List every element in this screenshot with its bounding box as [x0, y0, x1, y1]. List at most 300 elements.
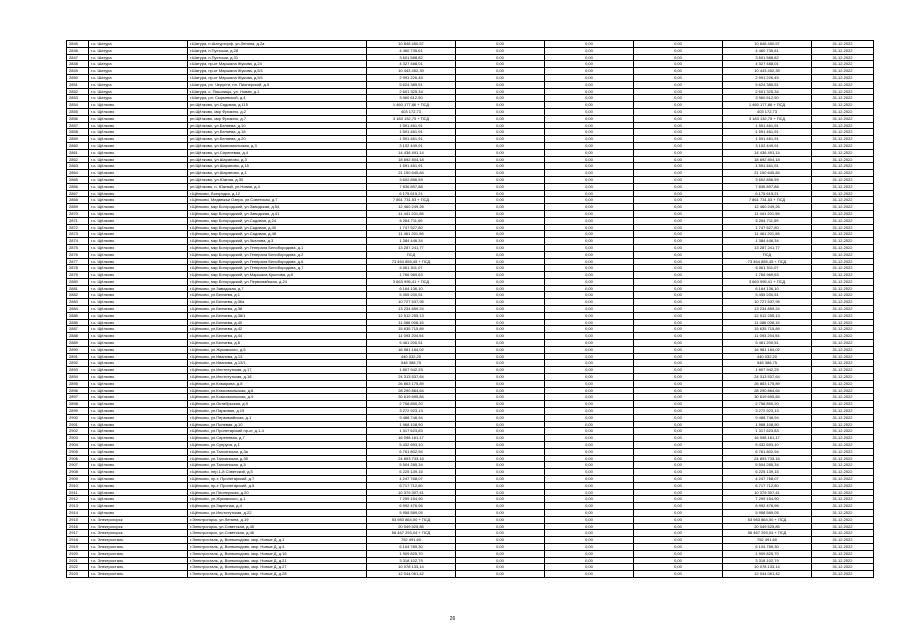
cost-cell-3: 0,00: [545, 54, 634, 61]
total-cell: 5 958 589,05: [723, 509, 812, 516]
table-row: [67, 197, 874, 204]
municipality-cell: г.о. Электрогорск: [89, 516, 188, 523]
municipality-cell: г.о. Электрогорск: [89, 530, 188, 537]
cost-cell-2: 0,00: [456, 122, 545, 129]
table-row: [67, 550, 874, 557]
table-row: [67, 238, 874, 245]
cost-cell-4: 0,00: [634, 374, 723, 381]
row-number-cell: 2868: [67, 197, 89, 204]
row-number-cell: 2887: [67, 326, 89, 333]
cost-cell-4: 0,00: [634, 272, 723, 279]
row-number-cell: 2863: [67, 163, 89, 170]
cost-cell-3: 0,00: [545, 340, 634, 347]
amount-cell: 548 388,75: [367, 360, 456, 367]
cost-cell-3: 0,00: [545, 360, 634, 367]
total-cell: 3 601 588,82: [723, 54, 812, 61]
deadline-cell: 31.12.2022: [812, 360, 874, 367]
municipality-cell: г.о. Щёлково: [89, 299, 188, 306]
cost-cell-3: 0,00: [545, 224, 634, 231]
deadline-cell: 31.12.2022: [812, 380, 874, 387]
table-row: [67, 170, 874, 177]
deadline-cell: 31.12.2022: [812, 442, 874, 449]
deadline-cell: 31.12.2022: [812, 557, 874, 564]
address-cell: г.Щёлково, ул.Иванова, д.13/1: [188, 360, 367, 367]
cost-cell-3: 0,00: [545, 387, 634, 394]
address-cell: г.Электросталь, д. Всеволодово, мкр. Новые Д, д.1: [188, 537, 367, 544]
total-cell: 24 893 733,16: [723, 455, 812, 462]
cost-cell-4: 0,00: [634, 265, 723, 272]
total-cell: 6 761 802,94: [723, 448, 812, 455]
cost-cell-2: 0,00: [456, 136, 545, 143]
amount-cell: 6 225 139,15: [367, 469, 456, 476]
cost-cell-3: 0,00: [545, 163, 634, 170]
deadline-cell: 31.12.2022: [812, 61, 874, 68]
deadline-cell: 31.12.2022: [812, 550, 874, 557]
municipality-cell: г.о. Шатура: [89, 68, 188, 75]
table-row: [67, 360, 874, 367]
deadline-cell: 31.12.2022: [812, 122, 874, 129]
cost-cell-4: 0,00: [634, 136, 723, 143]
row-number-cell: 2884: [67, 306, 89, 313]
cost-cell-2: 0,00: [456, 360, 545, 367]
cost-cell-2: 0,00: [456, 244, 545, 251]
cost-cell-3: 0,00: [545, 231, 634, 238]
table-row: [67, 442, 874, 449]
cost-cell-4: 0,00: [634, 380, 723, 387]
address-cell: г.Электросталь, д. Всеволодово, мкр. Новые Д, д.4: [188, 543, 367, 550]
row-number-cell: 2903: [67, 435, 89, 442]
address-cell: рп.Щёлково, мкр Фрязино, д.7: [188, 115, 367, 122]
deadline-cell: 31.12.2022: [812, 41, 874, 48]
address-cell: г.Щёлково, ул.Беляева, д.44: [188, 333, 367, 340]
deadline-cell: 31.12.2022: [812, 217, 874, 224]
deadline-cell: 31.12.2022: [812, 489, 874, 496]
deadline-cell: 31.12.2022: [812, 340, 874, 347]
amount-cell: 18 692 804,18: [367, 156, 456, 163]
cost-cell-3: 0,00: [545, 115, 634, 122]
municipality-cell: г.о. Электросталь: [89, 543, 188, 550]
address-cell: г.Шатура, п.Пустоши, д.28: [188, 47, 367, 54]
cost-cell-3: 0,00: [545, 509, 634, 516]
table-row: [67, 435, 874, 442]
municipality-cell: г.о. Щёлково: [89, 156, 188, 163]
deadline-cell: 31.12.2022: [812, 265, 874, 272]
address-cell: г.Щёлково, мкр Богородский, ул.Генерала Белобородова, д.6: [188, 258, 367, 265]
row-number-cell: 2877: [67, 258, 89, 265]
row-number-cell: 2885: [67, 312, 89, 319]
address-cell: г.Электрогорск, ул.Советская, д.46: [188, 530, 367, 537]
cost-cell-4: 0,00: [634, 530, 723, 537]
deadline-cell: 31.12.2022: [812, 537, 874, 544]
table-row: [67, 136, 874, 143]
municipality-cell: г.о. Щёлково: [89, 340, 188, 347]
cost-cell-3: 0,00: [545, 204, 634, 211]
address-cell: г.Щёлково, ул.Комсомольская, д.8: [188, 387, 367, 394]
deadline-cell: 31.12.2022: [812, 530, 874, 537]
cost-cell-3: 0,00: [545, 41, 634, 48]
cost-cell-3: 0,00: [545, 142, 634, 149]
address-cell: г.Щёлково, ул.Комарова, д.8: [188, 380, 367, 387]
municipality-cell: г.о. Шатура: [89, 61, 188, 68]
deadline-cell: 31.12.2022: [812, 408, 874, 415]
deadline-cell: 31.12.2022: [812, 299, 874, 306]
address-cell: г.Щёлково, ул.Институтская, д.17: [188, 367, 367, 374]
table-row: [67, 74, 874, 81]
total-cell: 5 432 693,10: [723, 442, 812, 449]
address-cell: г.Шатура, пр-кт Маршала Жукова, д.5/1: [188, 74, 367, 81]
deadline-cell: 31.12.2022: [812, 312, 874, 319]
address-cell: г.Щёлково, ул.Иванова, д.13: [188, 353, 367, 360]
table-row: [67, 95, 874, 102]
total-cell: 3 272 923,13: [723, 408, 812, 415]
total-cell: 4 247 768,07: [723, 476, 812, 483]
row-number-cell: 2861: [67, 149, 89, 156]
row-number-cell: 2862: [67, 156, 89, 163]
total-cell: 3 318 102,79: [723, 557, 812, 564]
table-row: [67, 299, 874, 306]
total-cell: 10 727 537,95: [723, 299, 812, 306]
total-cell: 403 172,73: [723, 108, 812, 115]
address-cell: г.Щёлково, мкр Богородский, ул.Садовая, д.24: [188, 217, 367, 224]
cost-cell-2: 0,00: [456, 217, 545, 224]
row-number-cell: 2879: [67, 272, 89, 279]
row-number-cell: 2911: [67, 489, 89, 496]
amount-cell: 1 591 461,91: [367, 136, 456, 143]
amount-cell: 53 983 864,00 + ПСД: [367, 516, 456, 523]
address-cell: г.Щёлково, ул.Супруна, д.1: [188, 442, 367, 449]
total-cell: 6 992 476,96: [723, 503, 812, 510]
cost-cell-2: 0,00: [456, 509, 545, 516]
cost-cell-4: 0,00: [634, 142, 723, 149]
cost-cell-2: 0,00: [456, 476, 545, 483]
cost-cell-2: 0,00: [456, 74, 545, 81]
row-number-cell: 2856: [67, 115, 89, 122]
total-cell: 16 098 161,17: [723, 435, 812, 442]
municipality-cell: г.о. Щёлково: [89, 149, 188, 156]
cost-cell-2: 0,00: [456, 197, 545, 204]
amount-cell: 3 318 102,79: [367, 557, 456, 564]
total-cell: 6 104 789,30: [723, 543, 812, 550]
address-cell: рп.Щёлково, ул.Южная, д.30: [188, 176, 367, 183]
municipality-cell: г.о. Щёлково: [89, 204, 188, 211]
cost-cell-4: 0,00: [634, 68, 723, 75]
cost-cell-2: 0,00: [456, 421, 545, 428]
cost-cell-2: 0,00: [456, 340, 545, 347]
table-row: [67, 163, 874, 170]
address-cell: г.Щёлково, Медвежьи Озера, ул.Советская, д.7: [188, 197, 367, 204]
table-row: [67, 210, 874, 217]
amount-cell: 12 044 061,42: [367, 571, 456, 578]
total-cell: 1 968 108,90: [723, 421, 812, 428]
amount-cell: 6 717 712,80: [367, 482, 456, 489]
amount-cell: 1 747 527,80: [367, 224, 456, 231]
total-cell: 1 747 527,80: [723, 224, 812, 231]
cost-cell-2: 0,00: [456, 265, 545, 272]
cost-cell-4: 0,00: [634, 516, 723, 523]
total-cell: 73 464 855,45 + ПСД: [723, 258, 812, 265]
cost-cell-3: 0,00: [545, 102, 634, 109]
row-number-cell: 2907: [67, 462, 89, 469]
deadline-cell: 31.12.2022: [812, 231, 874, 238]
cost-cell-3: 0,00: [545, 61, 634, 68]
address-cell: г.Щёлково, ул.Комсомольская, д.9: [188, 394, 367, 401]
address-cell: г.Щёлково, ул.Жуковского, д.1: [188, 496, 367, 503]
amount-cell: 28 290 864,64: [367, 387, 456, 394]
municipality-cell: г.о. Щёлково: [89, 278, 188, 285]
cost-cell-2: 0,00: [456, 374, 545, 381]
row-number-cell: 2846: [67, 47, 89, 54]
cost-cell-3: 0,00: [545, 190, 634, 197]
cost-cell-2: 0,00: [456, 251, 545, 258]
cost-cell-4: 0,00: [634, 387, 723, 394]
cost-cell-4: 0,00: [634, 537, 723, 544]
address-cell: г.Щёлково, ул.Талсинская, д.3б: [188, 455, 367, 462]
total-cell: 6 717 712,80: [723, 482, 812, 489]
row-number-cell: 2902: [67, 428, 89, 435]
total-cell: 3 102 449,91: [723, 142, 812, 149]
cost-cell-4: 0,00: [634, 564, 723, 571]
cost-cell-3: 0,00: [545, 530, 634, 537]
municipality-cell: г.о. Щёлково: [89, 421, 188, 428]
amount-cell: 12 512 255,13: [367, 312, 456, 319]
cost-cell-3: 0,00: [545, 374, 634, 381]
cost-cell-4: 0,00: [634, 115, 723, 122]
table-row: [67, 251, 874, 258]
amount-cell: 10 379 307,41: [367, 489, 456, 496]
row-number-cell: 2881: [67, 285, 89, 292]
total-cell: 1 766 969,63: [723, 272, 812, 279]
row-number-cell: 2916: [67, 523, 89, 530]
cost-cell-2: 0,00: [456, 108, 545, 115]
cost-cell-2: 0,00: [456, 176, 545, 183]
cost-cell-4: 0,00: [634, 543, 723, 550]
cost-cell-4: 0,00: [634, 238, 723, 245]
row-number-cell: 2853: [67, 95, 89, 102]
total-cell: 11 093 204,94: [723, 333, 812, 340]
cost-cell-3: 0,00: [545, 176, 634, 183]
total-cell: 10 848 450,57: [723, 41, 812, 48]
cost-cell-4: 0,00: [634, 190, 723, 197]
deadline-cell: 31.12.2022: [812, 455, 874, 462]
municipality-cell: г.о. Щёлково: [89, 319, 188, 326]
cost-cell-4: 0,00: [634, 231, 723, 238]
amount-cell: 3 102 449,91: [367, 142, 456, 149]
row-number-cell: 2915: [67, 516, 89, 523]
row-number-cell: 2849: [67, 68, 89, 75]
cost-cell-2: 0,00: [456, 394, 545, 401]
cost-cell-4: 0,00: [634, 448, 723, 455]
municipality-cell: г.о. Щёлково: [89, 469, 188, 476]
table-row: [67, 476, 874, 483]
amount-cell: 1 591 461,91: [367, 129, 456, 136]
cost-cell-4: 0,00: [634, 156, 723, 163]
cost-cell-2: 0,00: [456, 210, 545, 217]
amount-cell: 1 909 825,70: [367, 550, 456, 557]
address-cell: г.Электросталь, д. Всеволодово, мкр. Новые Д, д.21: [188, 557, 367, 564]
table-row: [67, 496, 874, 503]
row-number-cell: 2896: [67, 387, 89, 394]
deadline-cell: 31.12.2022: [812, 394, 874, 401]
row-number-cell: 2909: [67, 476, 89, 483]
table-row: [67, 367, 874, 374]
cost-cell-3: 0,00: [545, 455, 634, 462]
cost-cell-3: 0,00: [545, 537, 634, 544]
municipality-cell: г.о. Шатура: [89, 47, 188, 54]
municipality-cell: г.о. Щёлково: [89, 238, 188, 245]
table-row: [67, 543, 874, 550]
total-cell: 16 981 164,02: [723, 346, 812, 353]
total-cell: 10 078 133,14: [723, 564, 812, 571]
deadline-cell: 31.12.2022: [812, 516, 874, 523]
cost-cell-2: 0,00: [456, 224, 545, 231]
amount-cell: 11 441 201,98: [367, 210, 456, 217]
total-cell: 440 032,20: [723, 353, 812, 360]
table-row: [67, 564, 874, 571]
municipality-cell: г.о. Щёлково: [89, 176, 188, 183]
amount-cell: 73 464 855,45 + ПСД: [367, 258, 456, 265]
table-row: [67, 258, 874, 265]
total-cell: 10 379 307,41: [723, 489, 812, 496]
amount-cell: 6 175 615,21: [367, 190, 456, 197]
cost-cell-4: 0,00: [634, 88, 723, 95]
total-cell: 2 758 850,20: [723, 401, 812, 408]
amount-cell: 3 960 612,50: [367, 95, 456, 102]
amount-cell: 2 758 850,20: [367, 401, 456, 408]
cost-cell-2: 0,00: [456, 54, 545, 61]
amount-cell: 3 601 588,82: [367, 54, 456, 61]
municipality-cell: г.о. Щёлково: [89, 380, 188, 387]
table-row: [67, 129, 874, 136]
address-cell: г.Щёлково, ул.Парковая, д.19: [188, 408, 367, 415]
table-row: [67, 530, 874, 537]
deadline-cell: 31.12.2022: [812, 414, 874, 421]
table-row: [67, 81, 874, 88]
table-row: [67, 115, 874, 122]
cost-cell-2: 0,00: [456, 346, 545, 353]
cost-cell-2: 0,00: [456, 129, 545, 136]
table-row: [67, 387, 874, 394]
address-cell: г.Щёлково, ул.Институтская, д.22: [188, 509, 367, 516]
total-cell: 13 287 241,77: [723, 244, 812, 251]
row-number-cell: 2889: [67, 340, 89, 347]
row-number-cell: 2905: [67, 448, 89, 455]
total-cell: 5 455 200,51: [723, 292, 812, 299]
municipality-cell: г.о. Щёлково: [89, 183, 188, 190]
row-number-cell: 2917: [67, 530, 89, 537]
deadline-cell: 31.12.2022: [812, 401, 874, 408]
table-row: [67, 176, 874, 183]
total-cell: 53 983 864,00 + ПСД: [723, 516, 812, 523]
cost-cell-4: 0,00: [634, 469, 723, 476]
amount-cell: 11 461 201,98: [367, 231, 456, 238]
cost-cell-2: 0,00: [456, 448, 545, 455]
row-number-cell: 2898: [67, 401, 89, 408]
cost-cell-4: 0,00: [634, 210, 723, 217]
row-number-cell: 2873: [67, 231, 89, 238]
total-cell: 3 602 856,59: [723, 176, 812, 183]
amount-cell: 1 591 461,91: [367, 122, 456, 129]
cost-cell-3: 0,00: [545, 156, 634, 163]
amount-cell: 14 436 491,14: [367, 149, 456, 156]
total-cell: 11 441 201,98: [723, 210, 812, 217]
table-row: [67, 68, 874, 75]
amount-cell: 5 958 589,05: [367, 509, 456, 516]
deadline-cell: 31.12.2022: [812, 224, 874, 231]
cost-cell-2: 0,00: [456, 285, 545, 292]
row-number-cell: 2901: [67, 421, 89, 428]
amount-cell: 10 078 133,14: [367, 564, 456, 571]
deadline-cell: 31.12.2022: [812, 197, 874, 204]
total-cell: 11 086 008,15: [723, 319, 812, 326]
deadline-cell: 31.12.2022: [812, 136, 874, 143]
total-cell: 5 624 385,51: [723, 81, 812, 88]
cost-cell-2: 0,00: [456, 306, 545, 313]
cost-cell-3: 0,00: [545, 95, 634, 102]
amount-cell: 6 104 789,30: [367, 543, 456, 550]
table-row: [67, 346, 874, 353]
total-cell: 6 061 511,07: [723, 265, 812, 272]
amount-cell: 1 766 969,63: [367, 272, 456, 279]
address-cell: рп.Щёлково, мкр Фрязино, д.2: [188, 108, 367, 115]
municipality-cell: г.о. Щёлково: [89, 142, 188, 149]
total-cell: 18 692 804,18: [723, 156, 812, 163]
row-number-cell: 2874: [67, 238, 89, 245]
cost-cell-3: 0,00: [545, 435, 634, 442]
amount-cell: 16 981 164,02: [367, 346, 456, 353]
row-number-cell: 2912: [67, 496, 89, 503]
table-row: [67, 265, 874, 272]
cost-cell-4: 0,00: [634, 299, 723, 306]
municipality-cell: г.о. Щёлково: [89, 353, 188, 360]
cost-cell-4: 0,00: [634, 557, 723, 564]
total-cell: 548 388,75: [723, 360, 812, 367]
address-cell: г.Щёлково, ул.Полевая, д.10: [188, 421, 367, 428]
deadline-cell: 31.12.2022: [812, 482, 874, 489]
cost-cell-3: 0,00: [545, 571, 634, 578]
total-cell: 7 299 154,90: [723, 496, 812, 503]
amount-cell: 4 327 488,01: [367, 61, 456, 68]
deadline-cell: 31.12.2022: [812, 333, 874, 340]
cost-cell-2: 0,00: [456, 503, 545, 510]
row-number-cell: 2883: [67, 299, 89, 306]
cost-cell-2: 0,00: [456, 102, 545, 109]
municipality-cell: г.о. Щёлково: [89, 285, 188, 292]
cost-cell-4: 0,00: [634, 217, 723, 224]
deadline-cell: 31.12.2022: [812, 469, 874, 476]
cost-cell-2: 0,00: [456, 183, 545, 190]
cost-cell-3: 0,00: [545, 108, 634, 115]
table-row: [67, 122, 874, 129]
municipality-cell: г.о. Щёлково: [89, 387, 188, 394]
amount-cell: 1 968 108,90: [367, 421, 456, 428]
row-number-cell: 2919: [67, 543, 89, 550]
total-cell: 6 264 711,69: [723, 217, 812, 224]
total-cell: 30 619 695,84: [723, 394, 812, 401]
cost-cell-4: 0,00: [634, 176, 723, 183]
cost-cell-3: 0,00: [545, 197, 634, 204]
cost-cell-4: 0,00: [634, 319, 723, 326]
municipality-cell: г.о. Щёлково: [89, 435, 188, 442]
row-number-cell: 2882: [67, 292, 89, 299]
cost-cell-2: 0,00: [456, 435, 545, 442]
cost-cell-3: 0,00: [545, 149, 634, 156]
row-number-cell: 2894: [67, 374, 89, 381]
data-table: [66, 40, 874, 578]
total-cell: 26 863 175,89: [723, 380, 812, 387]
deadline-cell: 31.12.2022: [812, 190, 874, 197]
address-cell: г.Шатура, пр-кт Маршала Жукова, д.5/1: [188, 68, 367, 75]
municipality-cell: г.о. Шатура: [89, 95, 188, 102]
